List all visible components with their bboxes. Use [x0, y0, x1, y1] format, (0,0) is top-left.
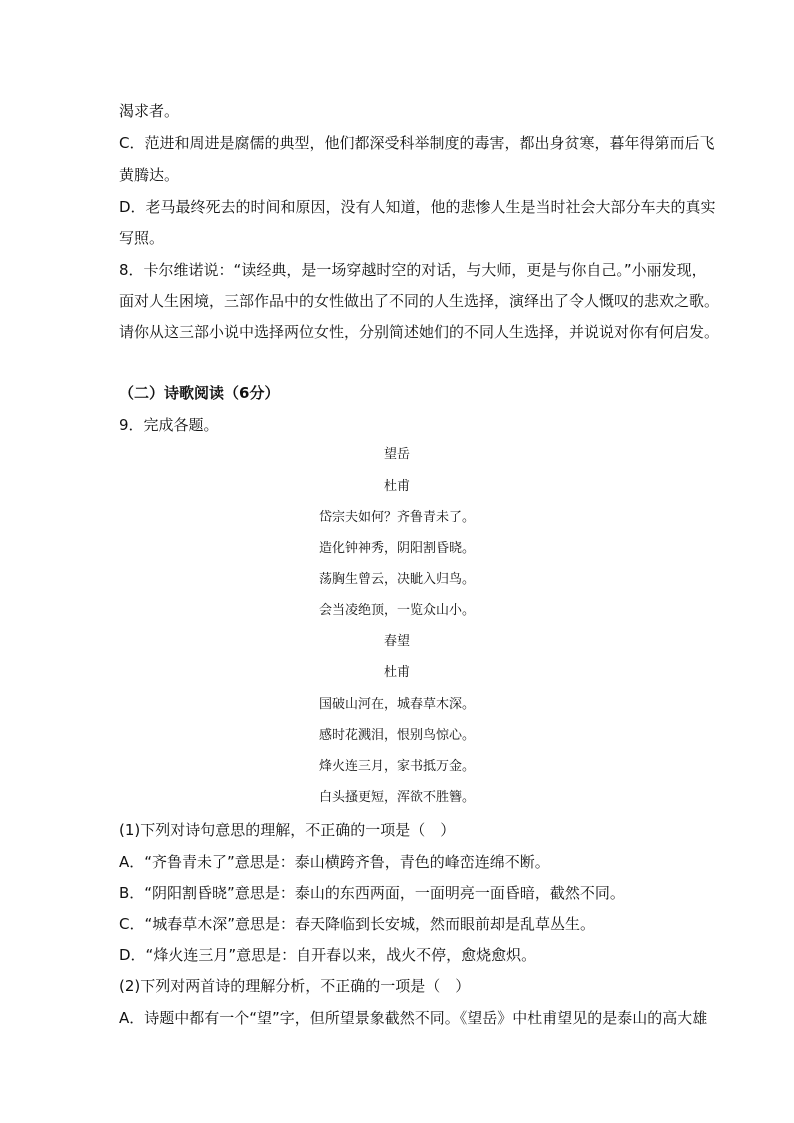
poem2-line: 白头搔更短，浑欲不胜簪。: [318, 790, 475, 805]
q9-stem: 9．完成各题。: [119, 416, 219, 434]
sub1-option-c: C．“城春草木深”意思是：春天降临到长安城，然而眼前却是乱草丛生。: [119, 915, 596, 933]
q8-line3: 请你从这三部小说中选择两位女性，分别简述她们的不同人生选择，并说说对你有何启发。: [119, 323, 720, 341]
q7-option-d-line1: D．老马最终死去的时间和原因，没有人知道，他的悲惨人生是当时社会大部分车夫的真实: [119, 198, 716, 216]
q7-option-c-line1: C．范进和周进是腐儒的典型，他们都深受科举制度的毒害，都出身贫寒，暮年得第而后飞: [119, 134, 715, 152]
section-heading-poetry: （二）诗歌阅读（6分）: [119, 384, 280, 402]
poem1-author: 杜甫: [383, 479, 410, 494]
q8-line1: 8．卡尔维诺说：“读经典，是一场穿越时空的对话，与大师，更是与你自己。”小丽发现，: [119, 261, 707, 279]
poem1-line: 荡胸生曾云，决眦入归鸟。: [318, 572, 475, 587]
poem1-line: 岱宗夫如何？齐鲁青未了。: [318, 510, 475, 525]
poem2-line: 烽火连三月，家书抵万金。: [318, 759, 475, 774]
poem2-author: 杜甫: [383, 665, 410, 680]
poem2-title: 春望: [383, 634, 410, 649]
sub1-option-d: D．“烽火连三月”意思是：自开春以来，战火不停，愈烧愈炽。: [119, 946, 537, 964]
poem1-line: 会当凌绝顶，一览众山小。: [318, 603, 475, 618]
q7-option-d-line2: 写照。: [119, 229, 165, 247]
q7-option-c-line2: 黄腾达。: [119, 166, 180, 184]
sub1-stem: (1)下列对诗句意思的理解，不正确的一项是（ ）: [119, 821, 456, 839]
poem1-title: 望岳: [383, 447, 410, 462]
poem1-line: 造化钟神秀，阴阳割昏晓。: [318, 541, 475, 556]
sub2-option-a: A．诗题中都有一个“望”字，但所望景象截然不同。《望岳》中杜甫望见的是泰山的高大雄: [119, 1009, 708, 1027]
sub2-stem: (2)下列对两首诗的理解分析，不正确的一项是（ ）: [119, 977, 471, 995]
poem2-line: 国破山河在，城春草木深。: [318, 697, 475, 712]
sub1-option-a: A．“齐鲁青未了”意思是：泰山横跨齐鲁，青色的峰峦连绵不断。: [119, 853, 550, 871]
sub1-option-b: B．“阴阳割昏晓”意思是：泰山的东西两面，一面明亮一面昏暗，截然不同。: [119, 884, 625, 902]
q8-line2: 面对人生困境，三部作品中的女性做出了不同的人生选择，演绎出了令人慨叹的悲欢之歌。: [119, 292, 720, 310]
poem2-line: 感时花溅泪，恨别鸟惊心。: [318, 728, 475, 743]
q7-option-b-tail: 渴求者。: [119, 102, 180, 120]
